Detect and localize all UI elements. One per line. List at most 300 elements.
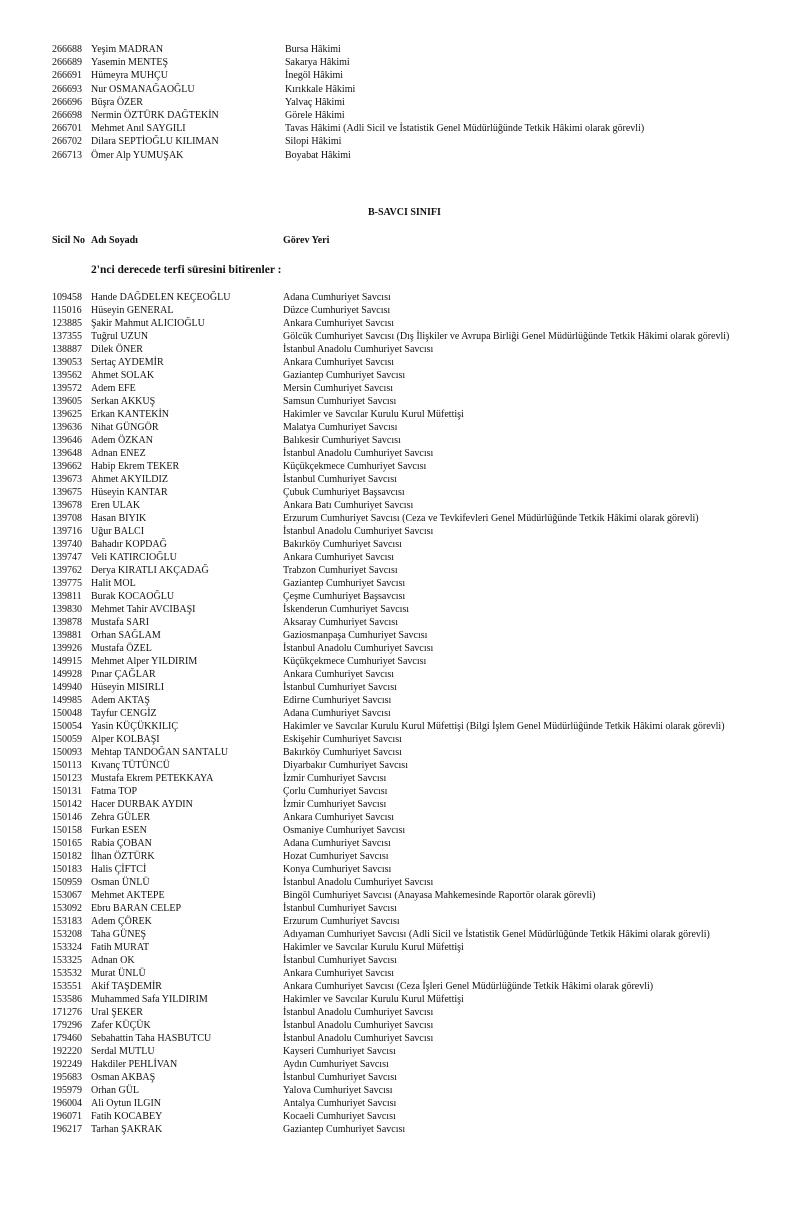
- duty-place: Mersin Cumhuriyet Savcısı: [283, 383, 393, 394]
- duty-place: Gaziantep Cumhuriyet Savcısı: [283, 1124, 406, 1135]
- table-row: [0, 1123, 798, 1136]
- sicil-no: 150182: [52, 851, 82, 862]
- person-name: Tarhan ŞAKRAK: [91, 1124, 163, 1135]
- header-sicil-no: Sicil No: [52, 235, 86, 246]
- sicil-no: 266693: [52, 83, 82, 95]
- duty-place: Adana Cumhuriyet Savcısı: [283, 708, 391, 719]
- person-name: Sertaç AYDEMİR: [91, 357, 164, 368]
- person-name: Nihat GÜNGÖR: [91, 422, 159, 433]
- duty-place: İstanbul Cumhuriyet Savcısı: [283, 682, 397, 693]
- table-row: [0, 551, 798, 564]
- person-name: Tuğrul UZUN: [91, 331, 149, 342]
- duty-place: İstanbul Anadolu Cumhuriyet Savcısı: [283, 344, 434, 355]
- table-row: [0, 1032, 798, 1045]
- sicil-no: 192249: [52, 1059, 82, 1070]
- sicil-no: 139673: [52, 474, 82, 485]
- table-row: [0, 447, 798, 460]
- person-name: Şakir Mahmut ALICIOĞLU: [91, 318, 205, 329]
- sicil-no: 139878: [52, 617, 82, 628]
- duty-place: Bursa Hâkimi: [285, 44, 341, 55]
- table-row: [0, 356, 798, 369]
- table-row: [0, 954, 798, 967]
- person-name: Mehmet Tahir AVCIBAŞI: [91, 604, 196, 615]
- sicil-no: 195683: [52, 1072, 82, 1083]
- table-row: [0, 473, 798, 486]
- person-name: Adnan ENEZ: [91, 448, 146, 459]
- section-title-text: B-SAVCI SINIFI: [368, 207, 441, 218]
- person-name: Eren ULAK: [91, 500, 141, 511]
- duty-place: Küçükçekmece Cumhuriyet Savcısı: [283, 461, 427, 472]
- table-row: [0, 915, 798, 928]
- table-row: [0, 902, 798, 915]
- sicil-no: 153208: [52, 929, 82, 940]
- person-name: Zafer KÜÇÜK: [91, 1020, 151, 1031]
- duty-place: Hakimler ve Savcılar Kurulu Kurul Müfettişi: [283, 994, 464, 1005]
- table-row: [0, 746, 798, 759]
- duty-place: Aksaray Cumhuriyet Savcısı: [283, 617, 398, 628]
- sicil-no: 266702: [52, 136, 82, 148]
- person-name: Tayfur CENGİZ: [91, 708, 157, 719]
- sicil-no: 139762: [52, 565, 82, 576]
- table-row: [0, 967, 798, 980]
- table-row: [0, 668, 798, 681]
- sicil-no: 150093: [52, 747, 82, 758]
- table-row: [0, 785, 798, 798]
- sicil-no: 123885: [52, 318, 82, 329]
- table-row: [0, 889, 798, 902]
- duty-place: Hakimler ve Savcılar Kurulu Kurul Müfettişi (Bilgi İşlem Genel Müdürlüğünde Tetkik Hâkimi olarak görevli): [283, 721, 725, 732]
- duty-place: Ankara Cumhuriyet Savcısı: [283, 812, 395, 823]
- person-name: Adem EFE: [91, 383, 136, 394]
- table-row: [0, 1071, 798, 1084]
- sicil-no: 150131: [52, 786, 82, 797]
- duty-place: İstanbul Anadolu Cumhuriyet Savcısı: [283, 1033, 434, 1044]
- table-row: [0, 928, 798, 941]
- sicil-no: 115016: [52, 305, 82, 316]
- sicil-no: 150183: [52, 864, 82, 875]
- sicil-no: 266713: [52, 149, 82, 161]
- table-row: [0, 577, 798, 590]
- duty-place: Erzurum Cumhuriyet Savcısı (Ceza ve Tevkifevleri Genel Müdürlüğünde Tetkik Hâkimi olarak görevli): [283, 513, 699, 524]
- person-name: Adem ÖZKAN: [91, 435, 153, 446]
- sicil-no: 150123: [52, 773, 82, 784]
- sicil-no: 153324: [52, 942, 82, 953]
- sicil-no: 196217: [52, 1124, 82, 1135]
- sicil-no: 153183: [52, 916, 82, 927]
- duty-place: Adana Cumhuriyet Savcısı: [283, 838, 391, 849]
- sicil-no: 266689: [52, 57, 82, 69]
- person-name: Mehmet Anıl SAYGILI: [91, 123, 186, 135]
- sicil-no: 139605: [52, 396, 82, 407]
- person-name: Kıvanç TÜTÜNCÜ: [91, 760, 170, 771]
- person-name: Mustafa SARI: [91, 617, 150, 628]
- duty-place: Boyabat Hâkimi: [285, 149, 351, 161]
- person-name: Mehmet AKTEPE: [91, 890, 165, 901]
- table-row: [0, 941, 798, 954]
- table-row: [0, 408, 798, 421]
- duty-place: Küçükçekmece Cumhuriyet Savcısı: [283, 656, 427, 667]
- header-gorev-yeri: Görev Yeri: [283, 235, 330, 246]
- duty-place: İstanbul Cumhuriyet Savcısı: [283, 955, 397, 966]
- duty-place: İstanbul Cumhuriyet Savcısı: [283, 1072, 397, 1083]
- duty-place: Adıyaman Cumhuriyet Savcısı (Adli Sicil ve İstatistik Genel Müdürlüğünde Tetkik Hâkimi olarak görevli): [283, 929, 710, 940]
- person-name: Habip Ekrem TEKER: [91, 461, 180, 472]
- table-row: [0, 499, 798, 512]
- duty-place: Malatya Cumhuriyet Savcısı: [283, 422, 398, 433]
- sicil-no: 149928: [52, 669, 82, 680]
- table-row: [0, 564, 798, 577]
- sicil-no: 150158: [52, 825, 82, 836]
- sicil-no: 150054: [52, 721, 82, 732]
- person-name: Ahmet SOLAK: [91, 370, 155, 381]
- header-adi-soyadi: Adı Soyadı: [91, 235, 138, 246]
- duty-place: Düzce Cumhuriyet Savcısı: [283, 305, 391, 316]
- duty-place: İzmir Cumhuriyet Savcısı: [283, 773, 387, 784]
- person-name: Ali Oytun ILGIN: [91, 1098, 161, 1109]
- table-row: [0, 603, 798, 616]
- sicil-no: 266691: [52, 70, 82, 82]
- table-row: [0, 1019, 798, 1032]
- person-name: Hüseyin KANTAR: [91, 487, 168, 498]
- sicil-no: 139926: [52, 643, 82, 654]
- person-name: Adnan OK: [91, 955, 135, 966]
- sicil-no: 153092: [52, 903, 82, 914]
- duty-place: Edirne Cumhuriyet Savcısı: [283, 695, 392, 706]
- sicil-no: 192220: [52, 1046, 82, 1057]
- duty-place: Eskişehir Cumhuriyet Savcısı: [283, 734, 402, 745]
- person-name: Alper KOLBAŞI: [91, 734, 160, 745]
- person-name: Taha GÜNEŞ: [91, 929, 147, 940]
- sicil-no: 153532: [52, 968, 82, 979]
- duty-place: Trabzon Cumhuriyet Savcısı: [283, 565, 398, 576]
- person-name: Nur OSMANAĞAOĞLU: [91, 83, 195, 95]
- duty-place: Osmaniye Cumhuriyet Savcısı: [283, 825, 406, 836]
- table-row: [0, 395, 798, 408]
- person-name: Akif TAŞDEMİR: [91, 981, 162, 992]
- person-name: Pınar ÇAĞLAR: [91, 669, 156, 680]
- sicil-no: 150165: [52, 838, 82, 849]
- duty-place: İstanbul Anadolu Cumhuriyet Savcısı: [283, 1007, 434, 1018]
- person-name: Dilara SEPTİOĞLU KILIMAN: [91, 136, 219, 148]
- sicil-no: 195979: [52, 1085, 82, 1096]
- duty-place: İnegöl Hâkimi: [285, 70, 344, 82]
- sicil-no: 139747: [52, 552, 82, 563]
- table-row: [0, 980, 798, 993]
- sicil-no: 139625: [52, 409, 82, 420]
- person-name: Halit MOL: [91, 578, 136, 589]
- sicil-no: 139775: [52, 578, 82, 589]
- sicil-no: 171276: [52, 1007, 82, 1018]
- duty-place: Ankara Cumhuriyet Savcısı: [283, 318, 395, 329]
- duty-place: Tavas Hâkimi (Adli Sicil ve İstatistik Genel Müdürlüğünde Tetkik Hâkimi olarak görevli): [285, 123, 645, 135]
- table-row: [0, 525, 798, 538]
- person-name: Zehra GÜLER: [91, 812, 151, 823]
- table-row: [0, 720, 798, 733]
- sicil-no: 153551: [52, 981, 82, 992]
- duty-place: Çeşme Cumhuriyet Başsavcısı: [283, 591, 406, 602]
- table-row: [0, 798, 798, 811]
- table-row: [0, 1006, 798, 1019]
- person-name: Hüseyin MISIRLI: [91, 682, 165, 693]
- table-row: [0, 421, 798, 434]
- person-name: Furkan ESEN: [91, 825, 147, 836]
- person-name: Sebahattin Taha HASBUTCU: [91, 1033, 212, 1044]
- table-row: [0, 135, 798, 148]
- person-name: Hakdiler PEHLİVAN: [91, 1059, 178, 1070]
- table-row: [0, 1058, 798, 1071]
- sicil-no: 139662: [52, 461, 82, 472]
- duty-place: Kocaeli Cumhuriyet Savcısı: [283, 1111, 396, 1122]
- duty-place: İstanbul Cumhuriyet Savcısı: [283, 903, 397, 914]
- section-subtitle: 2'nci derecede terfi süresini bitirenler :: [91, 264, 282, 276]
- table-row: [0, 694, 798, 707]
- table-row: [0, 876, 798, 889]
- duty-place: Balıkesir Cumhuriyet Savcısı: [283, 435, 401, 446]
- person-name: Ural ŞEKER: [91, 1007, 143, 1018]
- sicil-no: 153586: [52, 994, 82, 1005]
- duty-place: İstanbul Anadolu Cumhuriyet Savcısı: [283, 526, 434, 537]
- table-row: [0, 681, 798, 694]
- duty-place: Ankara Cumhuriyet Savcısı: [283, 669, 395, 680]
- table-row: [0, 109, 798, 122]
- duty-place: İstanbul Anadolu Cumhuriyet Savcısı: [283, 877, 434, 888]
- duty-place: Çubuk Cumhuriyet Başsavcısı: [283, 487, 405, 498]
- sicil-no: 150146: [52, 812, 82, 823]
- person-name: Mustafa ÖZEL: [91, 643, 152, 654]
- table-row: [0, 655, 798, 668]
- duty-place: Ankara Cumhuriyet Savcısı (Ceza İşleri Genel Müdürlüğünde Tetkik Hâkimi olarak görevli): [283, 981, 654, 992]
- person-name: Rabia ÇOBAN: [91, 838, 152, 849]
- table-row: [0, 83, 798, 96]
- duty-place: Bakırköy Cumhuriyet Savcısı: [283, 539, 402, 550]
- person-name: Halis ÇİFTCİ: [91, 864, 147, 875]
- duty-place: İstanbul Cumhuriyet Savcısı: [283, 474, 397, 485]
- sicil-no: 139572: [52, 383, 82, 394]
- duty-place: Yalova Cumhuriyet Savcısı: [283, 1085, 393, 1096]
- sicil-no: 109458: [52, 292, 82, 303]
- duty-place: Gaziosmanpaşa Cumhuriyet Savcısı: [283, 630, 428, 641]
- person-name: Orhan SAĞLAM: [91, 630, 161, 641]
- person-name: İlhan ÖZTÜRK: [91, 851, 155, 862]
- person-name: Yasemin MENTEŞ: [91, 57, 169, 69]
- table-row: [0, 122, 798, 135]
- duty-place: Gaziantep Cumhuriyet Savcısı: [283, 370, 406, 381]
- person-name: Muhammed Safa YILDIRIM: [91, 994, 208, 1005]
- duty-place: Samsun Cumhuriyet Savcısı: [283, 396, 397, 407]
- sicil-no: 139830: [52, 604, 82, 615]
- table-row: [0, 772, 798, 785]
- sicil-no: 139646: [52, 435, 82, 446]
- sicil-no: 196071: [52, 1111, 82, 1122]
- sicil-no: 139562: [52, 370, 82, 381]
- person-name: Derya KIRATLI AKÇADAĞ: [91, 565, 209, 576]
- sicil-no: 150142: [52, 799, 82, 810]
- sicil-no: 149985: [52, 695, 82, 706]
- sicil-no: 139708: [52, 513, 82, 524]
- table-row: [0, 850, 798, 863]
- person-name: Murat ÜNLÜ: [91, 968, 146, 979]
- table-row: [0, 629, 798, 642]
- sicil-no: 139811: [52, 591, 82, 602]
- person-name: Hande DAĞDELEN KEÇEOĞLU: [91, 292, 231, 303]
- sicil-no: 139881: [52, 630, 82, 641]
- table-row: [0, 616, 798, 629]
- table-row: [0, 56, 798, 69]
- duty-place: Sakarya Hâkimi: [285, 57, 350, 69]
- duty-place: Hozat Cumhuriyet Savcısı: [283, 851, 389, 862]
- duty-place: Aydın Cumhuriyet Savcısı: [283, 1059, 389, 1070]
- duty-place: Erzurum Cumhuriyet Savcısı: [283, 916, 400, 927]
- person-name: Ebru BARAN CELEP: [91, 903, 181, 914]
- table-row: [0, 733, 798, 746]
- person-name: Serkan AKKUŞ: [91, 396, 156, 407]
- person-name: Hacer DURBAK AYDIN: [91, 799, 193, 810]
- table-row: [0, 486, 798, 499]
- person-name: Nermin ÖZTÜRK DAĞTEKİN: [91, 110, 219, 121]
- person-name: Mehtap TANDOĞAN SANTALU: [91, 747, 229, 758]
- person-name: Uğur BALCI: [91, 526, 145, 537]
- duty-place: İzmir Cumhuriyet Savcısı: [283, 799, 387, 810]
- table-row: [0, 993, 798, 1006]
- table-row: [0, 149, 798, 162]
- sicil-no: 196004: [52, 1098, 82, 1109]
- duty-place: Ankara Cumhuriyet Savcısı: [283, 552, 395, 563]
- duty-place: İstanbul Anadolu Cumhuriyet Savcısı: [283, 643, 434, 654]
- person-name: Hümeyra MUHÇU: [91, 70, 168, 82]
- sicil-no: 266688: [52, 44, 82, 55]
- person-name: Mustafa Ekrem PETEKKAYA: [91, 773, 214, 784]
- sicil-no: 138887: [52, 344, 82, 355]
- sicil-no: 139678: [52, 500, 82, 511]
- duty-place: Hakimler ve Savcılar Kurulu Kurul Müfettişi: [283, 409, 464, 420]
- table-row: [0, 96, 798, 109]
- person-name: Bahadır KOPDAĞ: [91, 539, 167, 550]
- table-row: [0, 382, 798, 395]
- sicil-no: 153325: [52, 955, 82, 966]
- table-row: [0, 291, 798, 304]
- table-row: [0, 538, 798, 551]
- person-name: Yeşim MADRAN: [91, 44, 164, 55]
- duty-place: Yalvaç Hâkimi: [285, 96, 345, 108]
- person-name: Veli KATIRCIOĞLU: [91, 552, 177, 563]
- table-row: [0, 811, 798, 824]
- table-row: [0, 707, 798, 720]
- person-name: Hasan BIYIK: [91, 513, 147, 524]
- sicil-no: 139675: [52, 487, 82, 498]
- duty-place: İstanbul Anadolu Cumhuriyet Savcısı: [283, 448, 434, 459]
- person-name: Fatma TOP: [91, 786, 138, 797]
- duty-place: İstanbul Anadolu Cumhuriyet Savcısı: [283, 1020, 434, 1031]
- person-name: Osman AKBAŞ: [91, 1072, 156, 1083]
- sicil-no: 139716: [52, 526, 82, 537]
- table-row: [0, 759, 798, 772]
- sicil-no: 139648: [52, 448, 82, 459]
- sicil-no: 266698: [52, 110, 82, 121]
- sicil-no: 137355: [52, 331, 82, 342]
- table-row: [0, 1045, 798, 1058]
- person-name: Yasin KÜÇÜKKILIÇ: [91, 721, 179, 732]
- sicil-no: 266701: [52, 123, 82, 135]
- duty-place: Hakimler ve Savcılar Kurulu Kurul Müfettişi: [283, 942, 464, 953]
- duty-place: Silopi Hâkimi: [285, 136, 342, 148]
- duty-place: Ankara Cumhuriyet Savcısı: [283, 968, 395, 979]
- duty-place: Bakırköy Cumhuriyet Savcısı: [283, 747, 402, 758]
- duty-place: Ankara Cumhuriyet Savcısı: [283, 357, 395, 368]
- sicil-no: 139740: [52, 539, 82, 550]
- table-row: [0, 343, 798, 356]
- duty-place: Görele Hâkimi: [285, 110, 345, 121]
- table-row: [0, 43, 798, 56]
- table-row: [0, 460, 798, 473]
- sicil-no: 266696: [52, 96, 82, 108]
- table-row: [0, 824, 798, 837]
- duty-place: Konya Cumhuriyet Savcısı: [283, 864, 392, 875]
- table-row: [0, 512, 798, 525]
- table-row: [0, 837, 798, 850]
- duty-place: Kayseri Cumhuriyet Savcısı: [283, 1046, 396, 1057]
- sicil-no: 150059: [52, 734, 82, 745]
- sicil-no: 153067: [52, 890, 82, 901]
- duty-place: Gaziantep Cumhuriyet Savcısı: [283, 578, 406, 589]
- sicil-no: 150959: [52, 877, 82, 888]
- table-row: [0, 434, 798, 447]
- sicil-no: 150113: [52, 760, 82, 771]
- duty-place: Kırıkkale Hâkimi: [285, 83, 356, 95]
- person-name: Hüseyin GENERAL: [91, 305, 174, 316]
- table-row: [0, 69, 798, 82]
- duty-place: Gölcük Cumhuriyet Savcısı (Dış İlişkiler ve Avrupa Birliği Genel Müdürlüğünde Tetkik Hâkimi olarak görevli): [283, 331, 730, 342]
- sicil-no: 139053: [52, 357, 82, 368]
- duty-place: Çorlu Cumhuriyet Savcısı: [283, 786, 388, 797]
- person-name: Burak KOCAOĞLU: [91, 591, 175, 602]
- duty-place: Diyarbakır Cumhuriyet Savcısı: [283, 760, 408, 771]
- table-row: [0, 369, 798, 382]
- person-name: Ahmet AKYILDIZ: [91, 474, 168, 485]
- person-name: Mehmet Alper YILDIRIM: [91, 656, 198, 667]
- sicil-no: 149915: [52, 656, 82, 667]
- person-name: Ömer Alp YUMUŞAK: [91, 149, 184, 161]
- person-name: Fatih KOCABEY: [91, 1111, 163, 1122]
- sicil-no: 139636: [52, 422, 82, 433]
- person-name: Büşra ÖZER: [91, 96, 143, 108]
- duty-place: Ankara Batı Cumhuriyet Savcısı: [283, 500, 414, 511]
- duty-place: Adana Cumhuriyet Savcısı: [283, 292, 391, 303]
- duty-place: Antalya Cumhuriyet Savcısı: [283, 1098, 397, 1109]
- table-row: [0, 317, 798, 330]
- person-name: Adem AKTAŞ: [91, 695, 150, 706]
- person-name: Dilek ÖNER: [91, 344, 143, 355]
- table-row: [0, 1084, 798, 1097]
- person-name: Orhan GÜL: [91, 1085, 140, 1096]
- table-row: [0, 642, 798, 655]
- table-row: [0, 1097, 798, 1110]
- duty-place: İskenderun Cumhuriyet Savcısı: [283, 604, 410, 615]
- person-name: Erkan KANTEKİN: [91, 409, 170, 420]
- table-row: [0, 590, 798, 603]
- person-name: Osman ÜNLÜ: [91, 877, 150, 888]
- duty-place: Bingöl Cumhuriyet Savcısı (Anayasa Mahkemesinde Raportör olarak görevli): [283, 890, 596, 901]
- person-name: Adem ÇÖREK: [91, 916, 152, 927]
- sicil-no: 179460: [52, 1033, 82, 1044]
- table-row: [0, 330, 798, 343]
- person-name: Serdal MUTLU: [91, 1046, 155, 1057]
- sicil-no: 179296: [52, 1020, 82, 1031]
- person-name: Fatih MURAT: [91, 942, 150, 953]
- table-row: [0, 1110, 798, 1123]
- sicil-no: 150048: [52, 708, 82, 719]
- table-row: [0, 304, 798, 317]
- sicil-no: 149940: [52, 682, 82, 693]
